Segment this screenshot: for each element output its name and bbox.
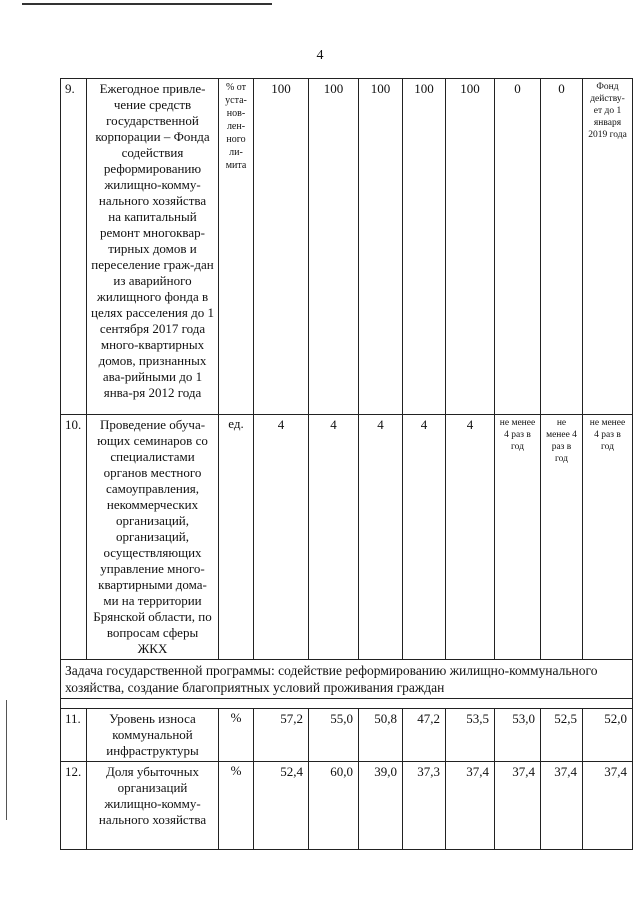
value-cell: 100 — [446, 79, 495, 415]
value-cell: 4 — [359, 415, 403, 660]
page-number: 4 — [316, 48, 324, 63]
indicators-table — [60, 78, 633, 850]
value-cell: 0 — [495, 79, 541, 415]
value-cell-note: не менее 4 раз в год — [495, 415, 541, 660]
value-cell: 50,8 — [359, 709, 403, 762]
value-cell: 52,0 — [583, 709, 633, 762]
value-cell: 37,3 — [403, 762, 446, 850]
value-cell: 100 — [403, 79, 446, 415]
value-cell: 0 — [541, 79, 583, 415]
program-task: Задача государственной программы: содействие реформированию жилищно-коммунального хозяйства, создание благоприятных условий проживания граждан — [61, 660, 633, 699]
indicator-name: Проведение обуча-ющих семинаров со специалистами органов местного самоуправления, некоммерческих организаций, организаций, осуществляющих управление много-квартирными дома-ми на территории Брянской области, по вопросам сферы ЖКХ — [87, 415, 219, 660]
table-row — [61, 762, 633, 850]
unit: % — [219, 762, 254, 850]
table-row — [61, 415, 633, 660]
scan-margin-mark — [6, 700, 7, 820]
value-cell: 53,5 — [446, 709, 495, 762]
indicator-name: Доля убыточных организаций жилищно-комму-нального хозяйства — [87, 762, 219, 850]
table-row — [61, 79, 633, 415]
value-cell: 4 — [403, 415, 446, 660]
indicator-name: Ежегодное привле-чение средств государственной корпорации – Фонда содействия реформированию жилищно-комму-нального хозяйства на капитальный ремонт многоквар-тирных домов и переселение граж-дан из аварийного жилищного фонда в целях расселения до 1 сентября 2017 года много-квартирных домов, признанных ава-рийными до 1 янва-ря 2012 года — [87, 79, 219, 415]
row-number: 9. — [61, 79, 87, 415]
value-cell: 100 — [309, 79, 359, 415]
value-cell: 37,4 — [446, 762, 495, 850]
value-cell: 47,2 — [403, 709, 446, 762]
value-cell: 53,0 — [495, 709, 541, 762]
value-cell: 37,4 — [495, 762, 541, 850]
value-cell-note: не менее 4 раз в год — [583, 415, 633, 660]
value-cell: 4 — [254, 415, 309, 660]
value-cell-note: Фонд действу-ет до 1 января 2019 года — [583, 79, 633, 415]
value-cell: 52,5 — [541, 709, 583, 762]
value-cell: 37,4 — [541, 762, 583, 850]
value-cell: 4 — [309, 415, 359, 660]
table-row — [61, 709, 633, 762]
unit: ед. — [219, 415, 254, 660]
row-number: 10. — [61, 415, 87, 660]
value-cell: 55,0 — [309, 709, 359, 762]
value-cell: 37,4 — [583, 762, 633, 850]
indicator-name: Уровень износа коммунальной инфраструктуры — [87, 709, 219, 762]
value-cell: 57,2 — [254, 709, 309, 762]
table-gap-row — [61, 699, 633, 709]
value-cell: 4 — [446, 415, 495, 660]
value-cell: 100 — [254, 79, 309, 415]
unit: % от уста-нов-лен-ного ли-мита — [219, 79, 254, 415]
value-cell: 39,0 — [359, 762, 403, 850]
task-row — [61, 660, 633, 699]
top-rule — [22, 3, 272, 5]
row-number: 11. — [61, 709, 87, 762]
value-cell: 100 — [359, 79, 403, 415]
row-number: 12. — [61, 762, 87, 850]
value-cell-note: не менее 4 раз в год — [541, 415, 583, 660]
gap-cell — [61, 699, 633, 709]
value-cell: 52,4 — [254, 762, 309, 850]
value-cell: 60,0 — [309, 762, 359, 850]
unit: % — [219, 709, 254, 762]
